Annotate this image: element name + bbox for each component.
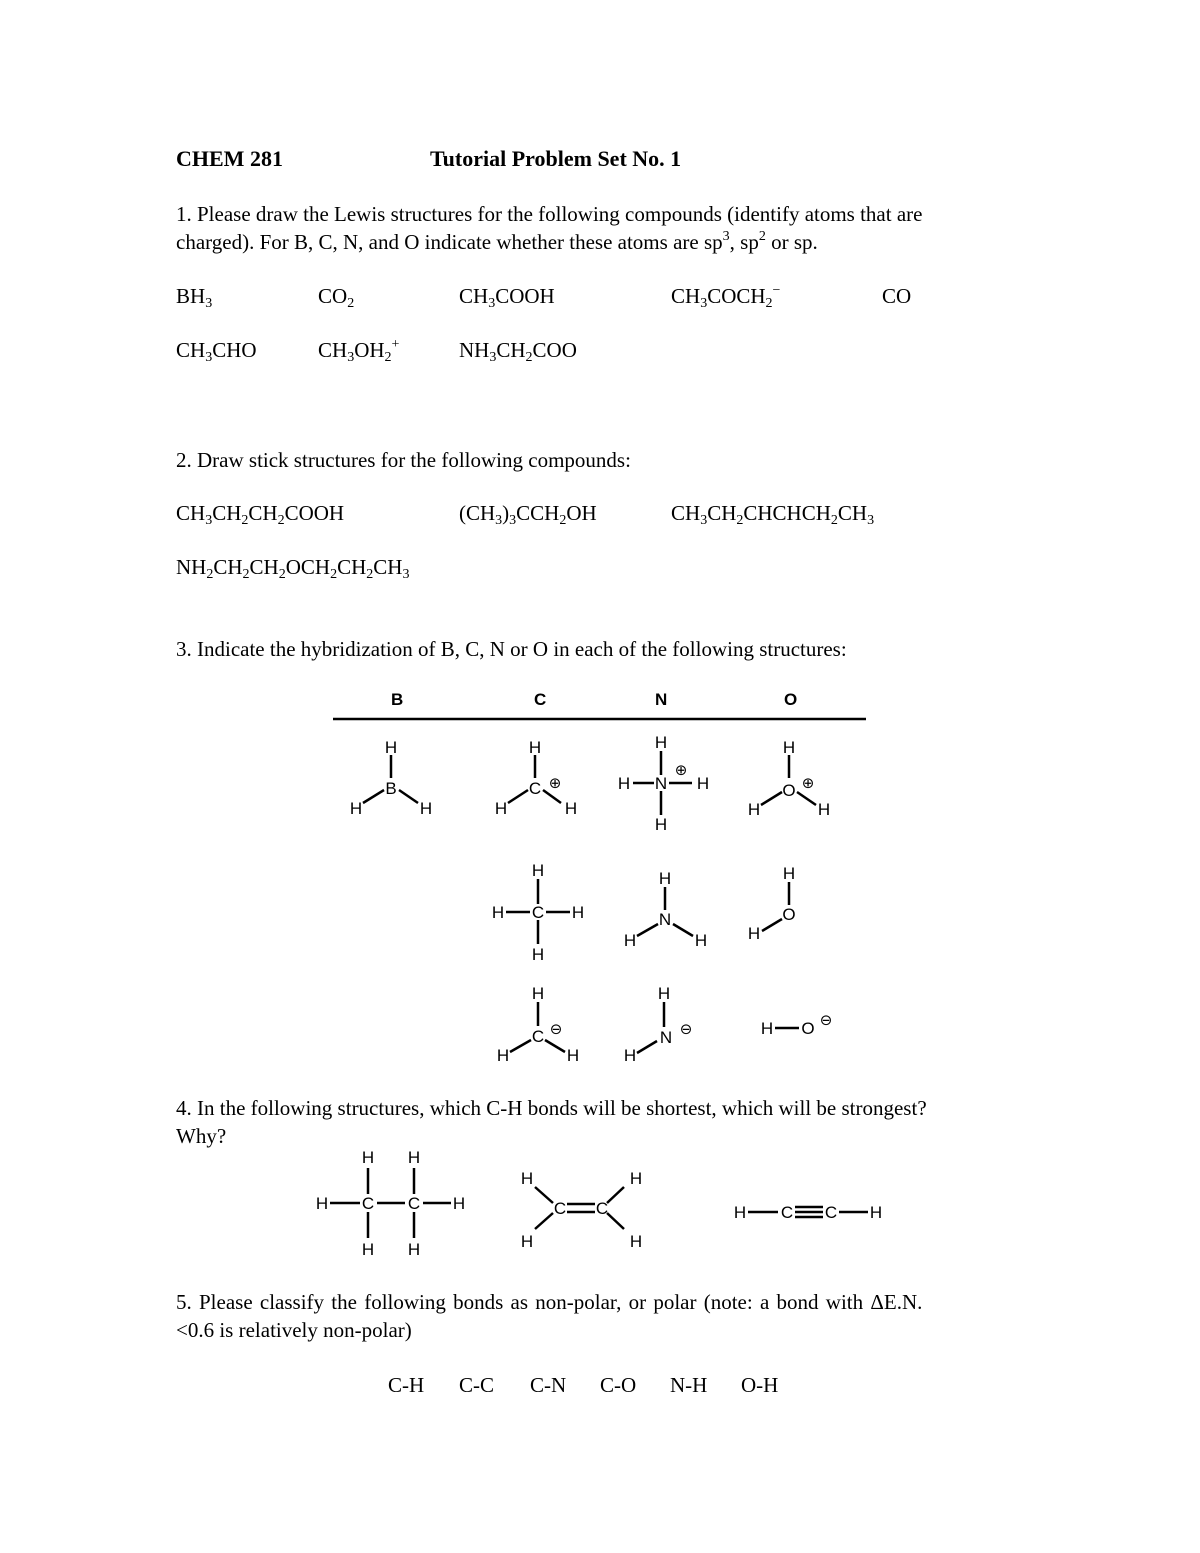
- q5-text-line1: 5. Please classify the following bonds as non-polar, or polar (note: a bond with ΔE.N.: [176, 1290, 923, 1314]
- bond: [673, 924, 693, 936]
- atom-h: H: [571, 903, 585, 922]
- atom-h: H: [452, 1194, 466, 1213]
- atom-c: C: [531, 903, 545, 922]
- q1-formula: $CH_3COOH$: [459, 284, 555, 311]
- bond: [535, 1213, 553, 1229]
- column-header-c: C: [534, 690, 547, 709]
- q2-formula: $CH_3CH_2CH_2COOH$: [176, 501, 345, 528]
- bond-label: C-O: [600, 1373, 637, 1397]
- atom-h: H: [566, 1046, 580, 1065]
- atom-n: N: [658, 910, 672, 929]
- atom-h: H: [623, 1046, 637, 1065]
- atom-h: H: [654, 815, 668, 834]
- atom-h: H: [657, 984, 671, 1003]
- bond: [797, 792, 816, 805]
- q1-formula: $CO_2$: [318, 284, 355, 311]
- q1-formula: $BH_3$: [176, 284, 213, 311]
- atom-h: H: [658, 869, 672, 888]
- atom-h: H: [496, 1046, 510, 1065]
- q1-sup-sp3: 3: [722, 229, 730, 244]
- atom-h: H: [564, 799, 578, 818]
- atom-c: C: [780, 1203, 794, 1222]
- page-title: Tutorial Problem Set No. 1: [430, 146, 682, 171]
- bond: [535, 1187, 553, 1203]
- atom-h: H: [782, 738, 796, 757]
- atom-c: C: [407, 1194, 421, 1213]
- q1-sup-sp2: 2: [758, 229, 766, 244]
- q1-text-line1: 1. Please draw the Lewis structures for the following compounds (identify atoms that are: [176, 202, 923, 226]
- atom-n: N: [659, 1028, 673, 1047]
- atom-o: O: [782, 781, 796, 800]
- minus-charge: ⊖: [549, 1021, 563, 1038]
- plus-charge: ⊕: [548, 775, 562, 792]
- atom-b: B: [385, 779, 397, 798]
- q4-text-line2: Why?: [176, 1124, 227, 1148]
- atom-h: H: [520, 1169, 534, 1188]
- atom-h: H: [869, 1203, 883, 1222]
- atom-h: H: [491, 903, 505, 922]
- q1-text-part3: or sp.: [765, 230, 818, 254]
- atom-c: C: [553, 1199, 567, 1218]
- atom-h: H: [760, 1019, 774, 1038]
- bond-label: C-N: [530, 1373, 567, 1397]
- atom-h: H: [617, 774, 631, 793]
- q1-formula: $NH_3CH_2COO$: [459, 338, 577, 365]
- bond: [363, 790, 384, 803]
- minus-charge: ⊖: [679, 1021, 693, 1038]
- atom-h: H: [733, 1203, 747, 1222]
- atom-h: H: [654, 733, 668, 752]
- atom-c: C: [361, 1194, 375, 1213]
- bond-label: C-C: [459, 1373, 495, 1397]
- bond: [510, 1040, 531, 1052]
- course-code: CHEM 281: [176, 146, 283, 171]
- atom-h: H: [407, 1240, 421, 1259]
- atom-o: O: [782, 905, 796, 924]
- atom-h: H: [349, 799, 363, 818]
- atom-h: H: [361, 1148, 375, 1167]
- atom-c: C: [531, 1027, 545, 1046]
- q2-formula: $CH_3CH_2CHCHCH_2CH_3$: [671, 501, 875, 528]
- q2-formula: $(CH_3)_3CCH_2OH$: [459, 501, 597, 528]
- q1-formula: CO: [882, 284, 912, 308]
- atom-h: H: [407, 1148, 421, 1167]
- bond: [761, 792, 782, 805]
- bond-label: C-H: [388, 1373, 425, 1397]
- q2-formula: $NH_2CH_2CH_2OCH_2CH_2CH_3$: [176, 555, 410, 582]
- bond: [637, 1041, 657, 1053]
- atom-h: H: [494, 799, 508, 818]
- plus-charge: ⊕: [801, 775, 815, 792]
- bond: [399, 790, 418, 803]
- atom-h: H: [747, 800, 761, 819]
- column-header-o: O: [784, 690, 798, 709]
- q4-text-line1: 4. In the following structures, which C-H bonds will be shortest, which will be strongest?: [176, 1096, 927, 1120]
- bond: [637, 924, 658, 936]
- atom-h: H: [696, 774, 710, 793]
- q3-text: 3. Indicate the hybridization of B, C, N or O in each of the following structures:: [176, 637, 847, 661]
- q1-formula: $CH_3OH_2^+$: [318, 337, 400, 365]
- q1-text-part1: charged). For B, C, N, and O indicate whether these atoms are sp: [176, 230, 723, 254]
- atom-h: H: [384, 738, 398, 757]
- atom-h: H: [629, 1169, 643, 1188]
- atom-n: N: [654, 774, 668, 793]
- column-header-n: N: [655, 690, 668, 709]
- atom-h: H: [817, 800, 831, 819]
- q1-formula: $CH_3COCH_2^-$: [671, 283, 781, 311]
- q1-text-part2: , sp: [729, 230, 759, 254]
- atom-h: H: [361, 1240, 375, 1259]
- bond: [545, 1040, 565, 1052]
- atom-h: H: [520, 1232, 534, 1251]
- atom-h: H: [531, 984, 545, 1003]
- atom-h: H: [531, 945, 545, 964]
- bond: [607, 1213, 624, 1229]
- q5-text-line2: <0.6 is relatively non-polar): [176, 1318, 412, 1342]
- atom-c: C: [824, 1203, 838, 1222]
- atom-c: C: [528, 779, 542, 798]
- q1-formula: $CH_3CHO$: [176, 338, 257, 365]
- atom-c: C: [595, 1199, 609, 1218]
- minus-charge: ⊖: [819, 1012, 833, 1029]
- atom-labels: [316, 733, 882, 1259]
- column-header-b: B: [391, 690, 404, 709]
- atom-h: H: [623, 931, 637, 950]
- atom-h: H: [629, 1232, 643, 1251]
- atom-h: H: [694, 931, 708, 950]
- q2-text: 2. Draw stick structures for the following compounds:: [176, 448, 631, 472]
- atom-h: H: [528, 738, 542, 757]
- atom-h: H: [782, 864, 796, 883]
- bond: [607, 1187, 624, 1203]
- atom-h: H: [315, 1194, 329, 1213]
- plus-charge: ⊕: [674, 762, 688, 779]
- atom-h: H: [531, 861, 545, 880]
- atom-h: H: [419, 799, 433, 818]
- atom-h: H: [747, 924, 761, 943]
- bond-label: O-H: [741, 1373, 779, 1397]
- bond: [508, 790, 528, 803]
- bond-label: N-H: [670, 1373, 708, 1397]
- bond: [762, 919, 782, 931]
- atom-o: O: [801, 1019, 815, 1038]
